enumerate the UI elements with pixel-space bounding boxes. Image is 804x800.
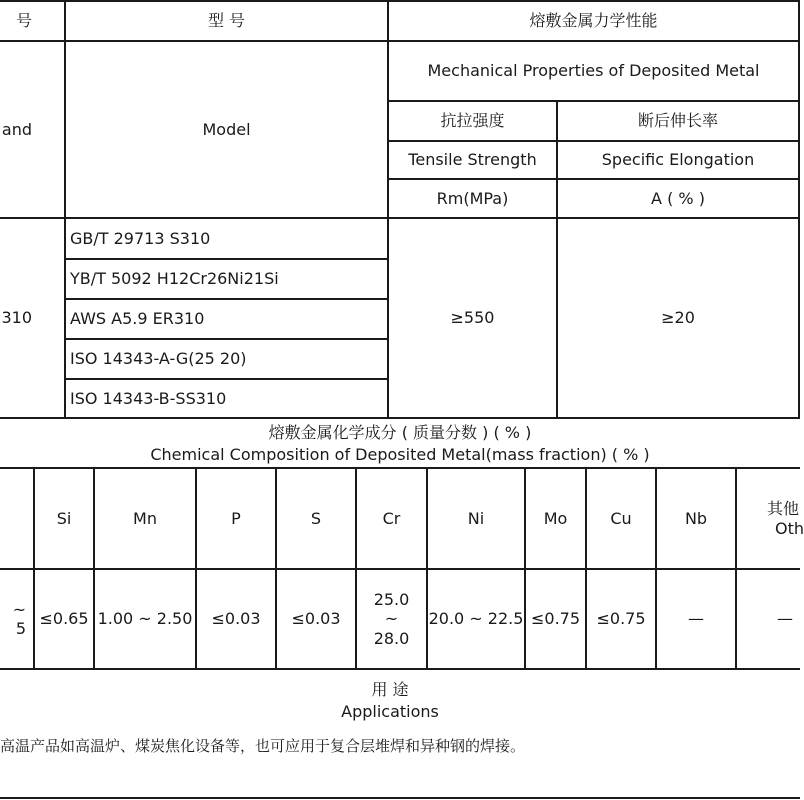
element-nb: Nb <box>684 508 708 528</box>
rule <box>0 797 800 799</box>
model-standard: GB/T 29713 S310 <box>70 228 211 248</box>
first-col-value-line1: ~ <box>12 599 26 619</box>
applications-title-cn: 用 途 <box>371 680 409 700</box>
rule <box>0 417 800 419</box>
element-p: P <box>231 508 241 528</box>
model-header-cn: 型 号 <box>207 11 246 31</box>
value-nb: — <box>688 609 704 629</box>
elong-header-en: Specific Elongation <box>601 150 755 170</box>
element-si: Si <box>56 508 72 528</box>
tensile-value: ≥550 <box>450 308 495 328</box>
element-other-en: Oth <box>775 518 804 538</box>
rule <box>0 668 800 670</box>
value-cu: ≤0.75 <box>596 609 646 629</box>
model-standard: YB/T 5092 H12Cr26Ni21Si <box>70 269 279 289</box>
model-standard: ISO 14343-B-SS310 <box>70 388 227 408</box>
element-mo: Mo <box>543 508 568 528</box>
model-header-en: Model <box>202 120 251 140</box>
element-cr: Cr <box>382 508 401 528</box>
element-other-cn: 其他 <box>767 499 800 519</box>
element-cu: Cu <box>610 508 632 528</box>
value-mn: 1.00 ~ 2.50 <box>97 609 193 629</box>
elong-header-cn: 断后伸长率 <box>637 111 718 131</box>
model-standard: AWS A5.9 ER310 <box>70 309 205 329</box>
brand-value: 310 <box>1 308 32 328</box>
value-mo: ≤0.75 <box>530 609 581 629</box>
chem-title-cn: 熔敷金属化学成分 ( 质量分数 ) ( % ) <box>268 423 532 443</box>
value-other: — <box>777 609 793 629</box>
chem-title-en: Chemical Composition of Deposited Metal(mass fraction) ( % ) <box>150 444 650 464</box>
applications-title-en: Applications <box>341 702 439 722</box>
tensile-unit: Rm(MPa) <box>436 188 509 208</box>
rule <box>798 0 800 418</box>
element-s: S <box>310 508 322 528</box>
value-s: ≤0.03 <box>291 609 341 629</box>
element-ni: Ni <box>467 508 485 528</box>
first-col-value <box>0 570 26 668</box>
brand-header-en: and <box>1 120 32 140</box>
value-cr: 25.0 ~ 28.0 <box>373 590 410 648</box>
mech-header-cn: 熔敷金属力学性能 <box>529 11 658 31</box>
element-other <box>737 469 804 568</box>
elong-unit: A ( % ) <box>651 188 705 208</box>
value-ni: 20.0 ~ 22.5 <box>428 609 524 629</box>
brand-header-cn: 号 <box>15 11 32 31</box>
element-mn: Mn <box>133 508 157 528</box>
model-standard: ISO 14343-A-G(25 20) <box>70 349 247 369</box>
first-col-value-line2: 5 <box>15 619 26 638</box>
elongation-value: ≥20 <box>661 308 695 328</box>
value-p: ≤0.03 <box>211 609 261 629</box>
tensile-header-en: Tensile Strength <box>408 150 537 170</box>
mech-header-en: Mechanical Properties of Deposited Metal <box>427 61 760 81</box>
value-si: ≤0.65 <box>39 609 89 629</box>
applications-text: 高温产品如高温炉、煤炭焦化设备等，也可应用于复合层堆焊和异种钢的焊接。 <box>0 737 526 755</box>
tensile-header-cn: 抗拉强度 <box>440 111 505 131</box>
